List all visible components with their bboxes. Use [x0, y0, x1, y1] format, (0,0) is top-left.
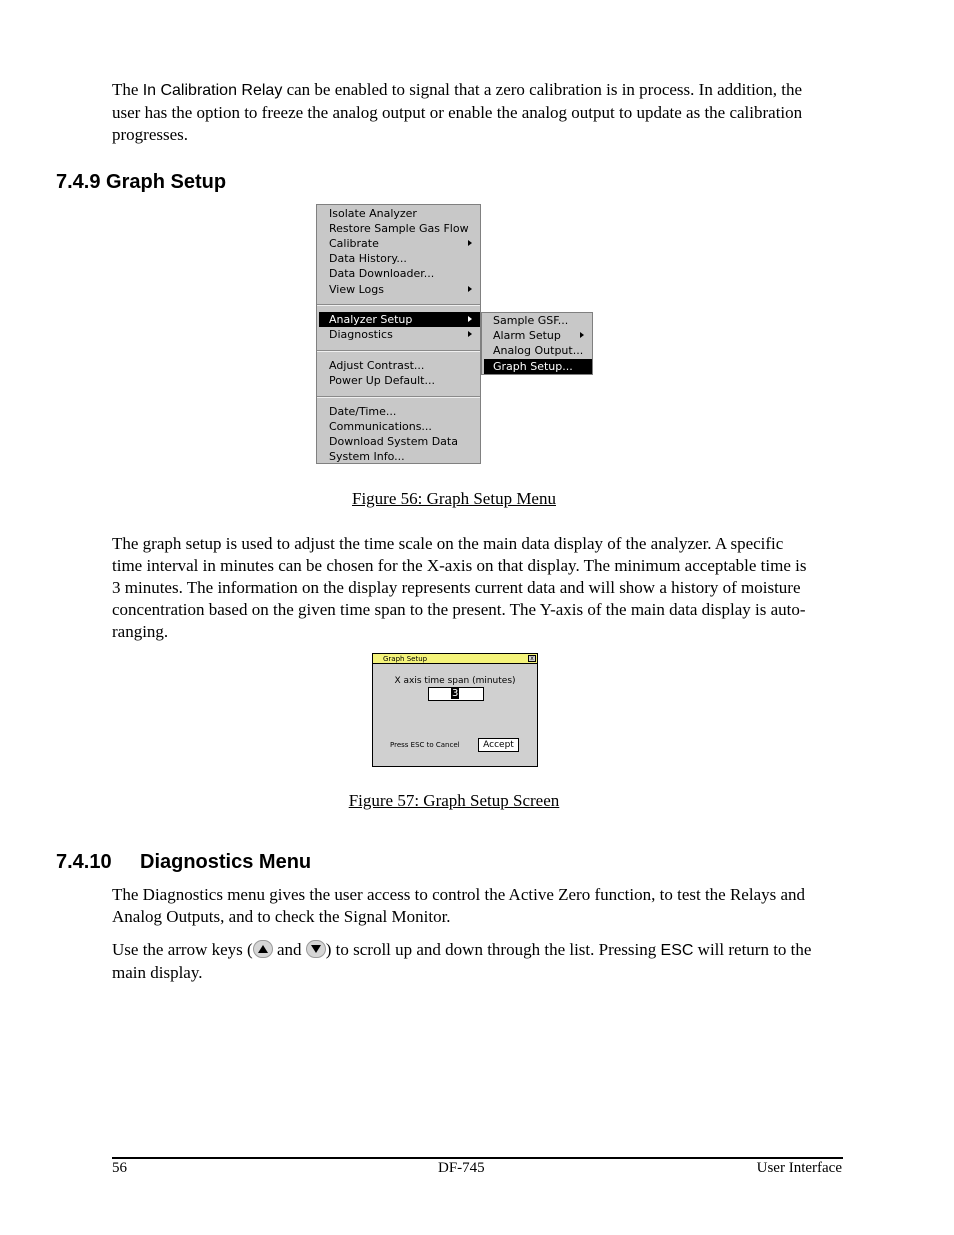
- menu-separator: [317, 304, 480, 306]
- section-heading-diagnostics-menu: 7.4.10 Diagnostics Menu: [56, 851, 312, 873]
- submenu-item-alarm-setup[interactable]: Alarm Setup: [484, 328, 592, 343]
- in-calibration-relay-term: In Calibration Relay: [142, 82, 283, 99]
- menu-item-download-system-data[interactable]: Download System Data: [329, 435, 458, 448]
- intro-paragraph: The In Calibration Relay can be enabled to signal that a zero calibration is in process. In addition, the user has the option to freeze the analog output or enable the analog output to update as the calibration progresses.: [112, 80, 803, 144]
- arrow-down-key-icon: [306, 940, 326, 958]
- accept-button[interactable]: Accept: [478, 738, 519, 752]
- dialog-title-bar: Graph Setup: [373, 654, 537, 664]
- submenu-arrow-icon: [468, 331, 472, 337]
- submenu-arrow-icon: [580, 332, 584, 338]
- footer-document-id: DF-745: [438, 1160, 485, 1176]
- figure-56-caption: Figure 56: Graph Setup Menu: [352, 489, 556, 508]
- arrow-up-key-icon: [253, 940, 273, 958]
- menu-item-power-up-default[interactable]: Power Up Default...: [329, 374, 435, 387]
- menu-item-diagnostics[interactable]: Diagnostics: [319, 327, 480, 342]
- analyzer-setup-submenu: [481, 312, 593, 375]
- menu-item-data-history[interactable]: Data History...: [329, 252, 407, 265]
- esc-cancel-hint: Press ESC to Cancel: [390, 741, 460, 749]
- time-span-input[interactable]: 3: [428, 687, 484, 701]
- menu-separator: [317, 396, 480, 398]
- menu-item-system-info[interactable]: System Info...: [329, 450, 405, 463]
- menu-item-communications[interactable]: Communications...: [329, 420, 432, 433]
- menu-item-date-time[interactable]: Date/Time...: [329, 405, 397, 418]
- submenu-item-sample-gsf[interactable]: Sample GSF...: [493, 314, 569, 327]
- submenu-arrow-icon: [468, 286, 472, 292]
- graph-setup-description: The graph setup is used to adjust the time scale on the main data display of the analyzer. A specific time interval in minutes can be chosen for the X-axis on that display. The minimum acceptable time is 3 minutes. The information on the display represents current data and will show a history of moisture concentration based on the given time span to the present. The Y-axis of the main data display is auto-ranging.: [112, 534, 807, 641]
- diagnostics-description: The Diagnostics menu gives the user access to control the Active Zero function, to test the Relays and Analog Outputs, and to check the Signal Monitor.: [112, 885, 806, 926]
- menu-item-calibrate[interactable]: Calibrate: [319, 236, 480, 251]
- menu-item-restore-sample-gas-flow[interactable]: Restore Sample Gas Flow: [329, 222, 469, 235]
- menu-item-data-downloader[interactable]: Data Downloader...: [329, 267, 435, 280]
- figure-57-caption: Figure 57: Graph Setup Screen: [348, 791, 560, 810]
- footer-section-name: User Interface: [756, 1160, 842, 1176]
- menu-item-analyzer-setup[interactable]: Analyzer Setup: [319, 312, 480, 327]
- submenu-arrow-icon: [468, 240, 472, 246]
- section-heading-graph-setup: 7.4.9 Graph Setup: [56, 171, 227, 193]
- menu-separator: [317, 350, 480, 352]
- esc-key-term: ESC: [660, 942, 694, 959]
- main-menu: [316, 204, 481, 464]
- footer-page-number: 56: [112, 1160, 127, 1176]
- menu-item-adjust-contrast[interactable]: Adjust Contrast...: [329, 359, 425, 372]
- time-span-label: X axis time span (minutes): [394, 676, 516, 686]
- arrow-keys-instructions: Use the arrow keys ( and ) to scroll up and down through the list. Pressing ESC will return to the main display.: [112, 940, 812, 982]
- close-icon[interactable]: x: [528, 655, 536, 662]
- menu-item-isolate-analyzer[interactable]: Isolate Analyzer: [329, 207, 417, 220]
- submenu-arrow-icon: [468, 316, 472, 322]
- graph-setup-dialog: [372, 653, 538, 767]
- submenu-item-graph-setup[interactable]: Graph Setup...: [484, 359, 592, 374]
- submenu-item-analog-output[interactable]: Analog Output...: [493, 344, 584, 357]
- footer-rule: [112, 1157, 843, 1159]
- menu-item-view-logs[interactable]: View Logs: [319, 282, 480, 297]
